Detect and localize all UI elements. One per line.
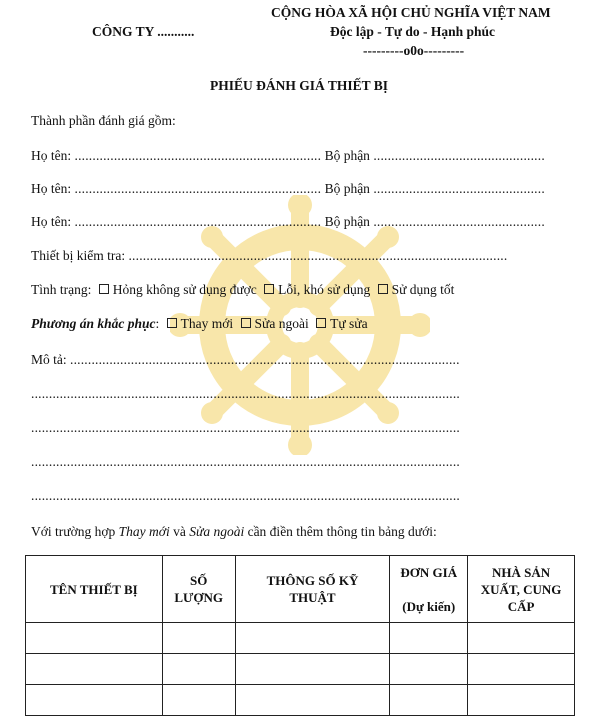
name-label: Họ tên: <box>31 148 72 163</box>
name-blank[interactable]: ..................................................................... <box>74 148 322 163</box>
description-blank-line[interactable]: ........................................................................................................................ <box>31 454 460 469</box>
table-cell[interactable] <box>235 623 390 654</box>
device-blank[interactable]: .......................................................................................................... <box>128 248 508 263</box>
plan-option-self: Tự sửa <box>330 316 368 331</box>
status-checkbox-good[interactable] <box>378 284 388 294</box>
header-unit-price: ĐƠN GIÁ (Dự kiến) <box>390 556 468 623</box>
intro-text: Thành phần đánh giá gồm: <box>31 113 176 128</box>
description-blank-line[interactable]: ........................................................................................................................ <box>31 488 460 503</box>
dept-blank[interactable]: ................................................ <box>373 214 545 229</box>
dept-label: Bộ phận <box>324 214 370 229</box>
dept-label: Bộ phận <box>324 148 370 163</box>
name-blank[interactable]: ..................................................................... <box>74 181 322 196</box>
header-manufacturer: NHÀ SẢN XUẤT, CUNG CẤP <box>468 556 575 623</box>
table-cell[interactable] <box>162 685 235 716</box>
plan-checkbox-self[interactable] <box>316 318 326 328</box>
status-row <box>31 282 454 298</box>
table-cell[interactable] <box>468 623 575 654</box>
table-header-row <box>26 556 575 623</box>
nation-heading: CỘNG HÒA XÃ HỘI CHỦ NGHĨA VIỆT NAM <box>271 5 551 20</box>
person-row <box>31 148 545 164</box>
name-blank[interactable]: ..................................................................... <box>74 214 322 229</box>
table-cell[interactable] <box>26 685 163 716</box>
header-quantity: SỐ LƯỢNG <box>162 556 235 623</box>
description-blank-line[interactable]: ........................................................................................................................ <box>31 420 460 435</box>
person-row <box>31 214 545 230</box>
note-emphasis-outsource: Sửa ngoài <box>189 524 245 539</box>
description-blank[interactable]: ............................................................................................................. <box>70 352 460 367</box>
plan-checkbox-outsource[interactable] <box>241 318 251 328</box>
table-note <box>31 524 437 540</box>
name-label: Họ tên: <box>31 181 72 196</box>
status-option-faulty: Lỗi, khó sử dụng <box>278 282 371 297</box>
status-checkbox-faulty[interactable] <box>264 284 274 294</box>
description-blank-line[interactable]: ........................................................................................................................ <box>31 386 460 401</box>
company-name: CÔNG TY ........... <box>92 24 195 39</box>
device-row <box>31 248 507 264</box>
table-cell[interactable] <box>468 685 575 716</box>
plan-option-outsource: Sửa ngoài <box>254 316 309 331</box>
document-title: PHIẾU ĐÁNH GIÁ THIẾT BỊ <box>210 78 389 93</box>
equipment-table <box>25 555 575 716</box>
description-label: Mô tả: <box>31 352 67 367</box>
table-cell[interactable] <box>26 623 163 654</box>
table-row <box>26 623 575 654</box>
note-suffix: cần điền thêm thông tin bảng dưới: <box>244 524 437 539</box>
status-option-broken: Hỏng không sử dụng được <box>112 282 257 297</box>
plan-option-replace: Thay mới <box>180 316 234 331</box>
table-row <box>26 685 575 716</box>
table-cell[interactable] <box>390 654 468 685</box>
name-label: Họ tên: <box>31 214 72 229</box>
note-middle: và <box>169 524 190 539</box>
header-specs: THÔNG SỐ KỸ THUẬT <box>235 556 390 623</box>
status-checkbox-broken[interactable] <box>99 284 109 294</box>
person-row <box>31 181 545 197</box>
dept-blank[interactable]: ................................................ <box>373 181 545 196</box>
description-row <box>31 352 460 368</box>
table-cell[interactable] <box>235 654 390 685</box>
table-cell[interactable] <box>235 685 390 716</box>
note-emphasis-replace: Thay mới <box>118 524 170 539</box>
separator: ---------o0o--------- <box>363 43 465 58</box>
table-row <box>26 654 575 685</box>
device-label: Thiết bị kiểm tra: <box>31 248 126 263</box>
plan-label: Phương án khắc phục <box>31 316 156 331</box>
table-cell[interactable] <box>390 623 468 654</box>
plan-checkbox-replace[interactable] <box>167 318 177 328</box>
dept-label: Bộ phận <box>324 181 370 196</box>
table-cell[interactable] <box>390 685 468 716</box>
header-device-name: TÊN THIẾT BỊ <box>26 556 163 623</box>
motto: Độc lập - Tự do - Hạnh phúc <box>330 24 496 39</box>
table-cell[interactable] <box>26 654 163 685</box>
table-cell[interactable] <box>162 623 235 654</box>
dept-blank[interactable]: ................................................ <box>373 148 545 163</box>
table-cell[interactable] <box>468 654 575 685</box>
note-prefix: Với trường hợp <box>31 524 119 539</box>
status-label: Tình trạng: <box>31 282 92 297</box>
plan-row: Phương án khắc phục: Thay mới Sửa ngoài Tự sửa <box>31 316 368 331</box>
table-cell[interactable] <box>162 654 235 685</box>
status-option-good: Sử dụng tốt <box>391 282 455 297</box>
